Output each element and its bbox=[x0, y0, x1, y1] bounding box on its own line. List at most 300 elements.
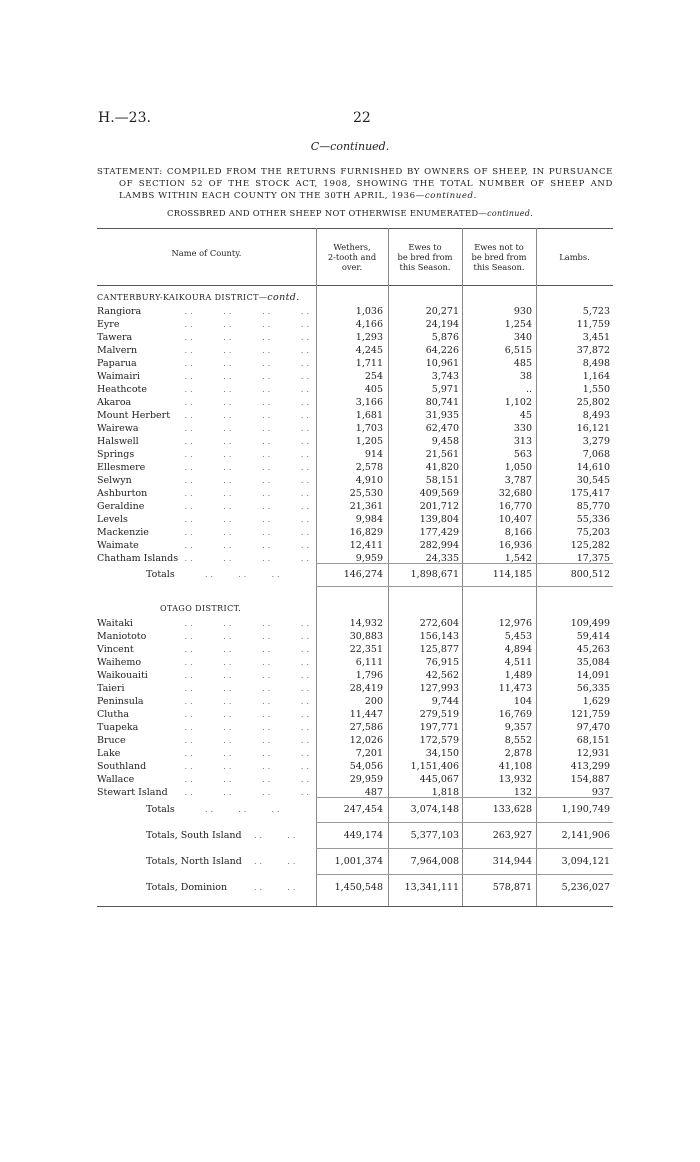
cell-ewes-not: 930 bbox=[513, 306, 532, 317]
cell-ewes: 24,194 bbox=[425, 319, 459, 330]
table-row bbox=[0, 513, 700, 526]
total-wethers: 1,001,374 bbox=[334, 856, 383, 867]
cell-lambs: 937 bbox=[591, 787, 610, 798]
leader-dots: .. .. .. .. bbox=[184, 489, 312, 498]
cell-ewes: 5,876 bbox=[431, 332, 459, 343]
leader-dots: .. .. .. .. bbox=[184, 463, 312, 472]
cell-ewes: 1,151,406 bbox=[410, 761, 459, 772]
cell-lambs: 11,759 bbox=[576, 319, 610, 330]
cell-lambs: 5,723 bbox=[582, 306, 610, 317]
leader-dots: .. .. .. .. bbox=[184, 788, 312, 797]
statement-continued: continued. bbox=[424, 191, 477, 201]
cell-lambs: 12,931 bbox=[576, 748, 610, 759]
cell-lambs: 7,068 bbox=[582, 449, 610, 460]
cell-wethers: 21,361 bbox=[349, 501, 383, 512]
cell-lambs: 3,279 bbox=[582, 436, 610, 447]
total-wethers: 146,274 bbox=[343, 569, 383, 580]
cell-lambs: 37,872 bbox=[576, 345, 610, 356]
cell-lambs: 1,550 bbox=[582, 384, 610, 395]
total-wethers: 449,174 bbox=[343, 830, 383, 841]
cell-wethers: 1,681 bbox=[355, 410, 383, 421]
table-row bbox=[0, 500, 700, 513]
county-name: Paparua bbox=[97, 358, 137, 369]
table-row bbox=[0, 474, 700, 487]
cell-lambs: 55,336 bbox=[576, 514, 610, 525]
cell-ewes: 31,935 bbox=[425, 410, 459, 421]
subtotal-rule bbox=[316, 797, 613, 798]
cell-wethers: 4,245 bbox=[355, 345, 383, 356]
table-row bbox=[0, 344, 700, 357]
cell-ewes-not: 41,108 bbox=[498, 761, 532, 772]
cell-wethers: 914 bbox=[364, 449, 383, 460]
county-name: Malvern bbox=[97, 345, 138, 356]
county-name: Stewart Island bbox=[97, 787, 168, 798]
cell-ewes-not: 13,932 bbox=[498, 774, 532, 785]
cell-wethers: 14,932 bbox=[349, 618, 383, 629]
leader-dots: .. .. .. .. bbox=[184, 372, 312, 381]
table-row bbox=[0, 487, 700, 500]
cell-wethers: 4,910 bbox=[355, 475, 383, 486]
cell-wethers: 405 bbox=[364, 384, 383, 395]
cell-ewes-not: 1,050 bbox=[504, 462, 532, 473]
total-lambs: 2,141,906 bbox=[561, 830, 610, 841]
cell-lambs: 1,164 bbox=[582, 371, 610, 382]
cell-ewes-not: 132 bbox=[513, 787, 532, 798]
county-name: Peninsula bbox=[97, 696, 144, 707]
cell-ewes: 139,804 bbox=[419, 514, 459, 525]
cell-ewes-not: 10,407 bbox=[498, 514, 532, 525]
cell-ewes: 9,744 bbox=[431, 696, 459, 707]
cell-ewes: 64,226 bbox=[425, 345, 459, 356]
cell-wethers: 200 bbox=[364, 696, 383, 707]
cell-wethers: 1,796 bbox=[355, 670, 383, 681]
table-row bbox=[0, 643, 700, 656]
cell-lambs: 175,417 bbox=[570, 488, 610, 499]
county-name: Mackenzie bbox=[97, 527, 149, 538]
cell-ewes-not: 104 bbox=[513, 696, 532, 707]
total-ewes: 3,074,148 bbox=[410, 804, 459, 815]
table-row bbox=[0, 773, 700, 786]
cell-ewes-not: 6,515 bbox=[504, 345, 532, 356]
leader-dots: .. .. .. .. bbox=[184, 359, 312, 368]
cell-lambs: 14,610 bbox=[576, 462, 610, 473]
cell-wethers: 254 bbox=[364, 371, 383, 382]
district-name: CANTERBURY-KAIKOURA DISTRICT— bbox=[97, 293, 268, 302]
cell-wethers: 9,984 bbox=[355, 514, 383, 525]
leader-dots: .. .. .. .. bbox=[184, 554, 312, 563]
leader-dots: .. .. .. .. bbox=[184, 775, 312, 784]
leader-dots: .. .. bbox=[254, 831, 299, 840]
county-name: Southland bbox=[97, 761, 147, 772]
total-ewes-not: 314,944 bbox=[492, 856, 532, 867]
cell-ewes: 3,743 bbox=[431, 371, 459, 382]
leader-dots: .. .. .. .. bbox=[184, 398, 312, 407]
header-ewes-line: Ewes to bbox=[408, 242, 442, 252]
cell-lambs: 413,299 bbox=[570, 761, 610, 772]
county-name: Geraldine bbox=[97, 501, 145, 512]
table-row bbox=[0, 708, 700, 721]
header-ewes-to-be-bred bbox=[388, 242, 462, 272]
county-name: Ellesmere bbox=[97, 462, 146, 473]
cell-wethers: 11,447 bbox=[349, 709, 383, 720]
page-number: 22 bbox=[353, 110, 371, 126]
cell-ewes: 409,569 bbox=[419, 488, 459, 499]
table-row bbox=[0, 370, 700, 383]
leader-dots: .. .. .. .. bbox=[184, 476, 312, 485]
leader-dots: .. .. .. .. bbox=[184, 736, 312, 745]
cell-ewes: 58,151 bbox=[425, 475, 459, 486]
leader-dots: .. .. .. bbox=[205, 570, 283, 579]
header-lambs: Lambs. bbox=[559, 252, 590, 262]
statement-heading bbox=[97, 166, 613, 202]
cell-lambs: 68,151 bbox=[576, 735, 610, 746]
total-ewes: 13,341,111 bbox=[404, 882, 459, 893]
table-row bbox=[0, 305, 700, 318]
county-name: Bruce bbox=[97, 735, 126, 746]
total-ewes: 7,964,008 bbox=[410, 856, 459, 867]
totals-label: Totals, North Island bbox=[146, 856, 242, 867]
header-ewes-line: be bred from bbox=[397, 252, 453, 262]
cell-wethers: 16,829 bbox=[349, 527, 383, 538]
cell-wethers: 487 bbox=[364, 787, 383, 798]
header-ewes-not-to-be-bred bbox=[462, 242, 536, 272]
cell-wethers: 1,205 bbox=[355, 436, 383, 447]
table-row bbox=[0, 331, 700, 344]
leader-dots: .. .. .. .. bbox=[184, 632, 312, 641]
cell-lambs: 75,203 bbox=[576, 527, 610, 538]
header-wethers-line: Wethers, bbox=[333, 242, 371, 252]
cell-wethers: 1,036 bbox=[355, 306, 383, 317]
table-row bbox=[0, 383, 700, 396]
header-ewesnot-line: Ewes not to bbox=[474, 242, 524, 252]
subtotal-rule bbox=[316, 848, 613, 849]
header-wethers bbox=[316, 242, 388, 272]
leader-dots: .. .. .. .. bbox=[184, 710, 312, 719]
header-name-of-county: Name of County. bbox=[171, 248, 242, 258]
county-name: Chatham Islands bbox=[97, 553, 179, 564]
total-lambs: 5,236,027 bbox=[561, 882, 610, 893]
county-name: Vincent bbox=[97, 644, 134, 655]
totals-label: Totals, Dominion bbox=[146, 882, 228, 893]
county-name: Wairewa bbox=[97, 423, 139, 434]
statement-line-2: SECTION 52 OF THE STOCK ACT, 1908, SHOWING THE TOTAL NUMBER OF SHEEP AND LAMBS bbox=[119, 179, 613, 201]
table-row bbox=[0, 539, 700, 552]
header-wethers-line: over. bbox=[341, 262, 363, 272]
cell-ewes: 10,961 bbox=[425, 358, 459, 369]
header-ewes-line: this Season. bbox=[399, 262, 451, 272]
table-row bbox=[0, 656, 700, 669]
leader-dots: .. .. .. .. bbox=[184, 385, 312, 394]
leader-dots: .. .. bbox=[254, 883, 299, 892]
county-name: Mount Herbert bbox=[97, 410, 171, 421]
leader-dots: .. .. .. .. bbox=[184, 424, 312, 433]
cell-wethers: 22,351 bbox=[349, 644, 383, 655]
totals-row-canterbury bbox=[0, 568, 700, 581]
cell-ewes: 41,820 bbox=[425, 462, 459, 473]
total-ewes-not: 114,185 bbox=[492, 569, 532, 580]
cell-lambs: 125,282 bbox=[570, 540, 610, 551]
cell-lambs: 121,759 bbox=[570, 709, 610, 720]
county-name: Waimate bbox=[97, 540, 139, 551]
cell-wethers: 4,166 bbox=[355, 319, 383, 330]
cell-wethers: 54,056 bbox=[349, 761, 383, 772]
leader-dots: .. .. .. .. bbox=[184, 450, 312, 459]
cell-lambs: 3,451 bbox=[582, 332, 610, 343]
cell-ewes-not: 16,769 bbox=[498, 709, 532, 720]
table-row bbox=[0, 734, 700, 747]
county-name: Tawera bbox=[97, 332, 133, 343]
cell-ewes: 177,429 bbox=[419, 527, 459, 538]
cell-wethers: 2,578 bbox=[355, 462, 383, 473]
cell-wethers: 9,959 bbox=[355, 553, 383, 564]
leader-dots: .. .. .. .. bbox=[184, 307, 312, 316]
table-row bbox=[0, 747, 700, 760]
cell-ewes-not: 1,542 bbox=[504, 553, 532, 564]
cell-ewes: 20,271 bbox=[425, 306, 459, 317]
cell-ewes-not: 330 bbox=[513, 423, 532, 434]
county-name: Taieri bbox=[97, 683, 125, 694]
cell-wethers: 30,883 bbox=[349, 631, 383, 642]
subtotal-rule bbox=[316, 874, 613, 875]
cell-ewes: 62,470 bbox=[425, 423, 459, 434]
county-name: Waihemo bbox=[97, 657, 142, 668]
county-name: Tuapeka bbox=[97, 722, 139, 733]
cell-ewes-not: 1,102 bbox=[504, 397, 532, 408]
table-subtitle bbox=[0, 208, 700, 218]
subtotal-rule bbox=[316, 822, 613, 823]
cell-wethers: 29,959 bbox=[349, 774, 383, 785]
cell-ewes: 24,335 bbox=[425, 553, 459, 564]
table-row bbox=[0, 422, 700, 435]
cell-lambs: 85,770 bbox=[576, 501, 610, 512]
leader-dots: .. .. bbox=[254, 857, 299, 866]
totals-label: Totals bbox=[146, 804, 175, 815]
cell-lambs: 59,414 bbox=[576, 631, 610, 642]
county-name: Levels bbox=[97, 514, 128, 525]
cell-ewes-not: 2,878 bbox=[504, 748, 532, 759]
cell-ewes-not: 45 bbox=[519, 410, 532, 421]
cell-lambs: 17,375 bbox=[576, 553, 610, 564]
district-name: OTAGO DISTRICT. bbox=[160, 604, 242, 613]
cell-lambs: 14,091 bbox=[576, 670, 610, 681]
header-wethers-line: 2-tooth and bbox=[327, 252, 377, 262]
cell-ewes: 42,562 bbox=[425, 670, 459, 681]
table-row bbox=[0, 721, 700, 734]
cell-ewes-not: .. bbox=[525, 384, 532, 395]
table-row bbox=[0, 669, 700, 682]
cell-wethers: 1,703 bbox=[355, 423, 383, 434]
total-lambs: 800,512 bbox=[570, 569, 610, 580]
county-name: Waitaki bbox=[97, 618, 133, 629]
cell-wethers: 12,411 bbox=[349, 540, 383, 551]
leader-dots: .. .. .. .. bbox=[184, 541, 312, 550]
table-row bbox=[0, 682, 700, 695]
cell-ewes-not: 313 bbox=[513, 436, 532, 447]
county-name: Selwyn bbox=[97, 475, 132, 486]
header-ewesnot-line: this Season. bbox=[473, 262, 525, 272]
leader-dots: .. .. .. .. bbox=[184, 658, 312, 667]
totals-row-south-island bbox=[0, 829, 700, 842]
statement-line-1: STATEMENT: COMPILED FROM THE RETURNS FURNISHED BY OWNERS OF SHEEP, IN PURSUANCE OF bbox=[97, 167, 613, 189]
cell-ewes: 21,561 bbox=[425, 449, 459, 460]
leader-dots: .. .. .. .. bbox=[184, 619, 312, 628]
total-ewes-not: 578,871 bbox=[492, 882, 532, 893]
cell-lambs: 97,470 bbox=[576, 722, 610, 733]
county-name: Eyre bbox=[97, 319, 120, 330]
table-row bbox=[0, 396, 700, 409]
county-name: Halswell bbox=[97, 436, 139, 447]
subtotal-rule bbox=[316, 563, 613, 564]
totals-row-north-island bbox=[0, 855, 700, 868]
table-subtitle-main: CROSSBRED AND OTHER SHEEP NOT OTHERWISE ENUMERATED— bbox=[167, 208, 488, 218]
county-name: Wallace bbox=[97, 774, 135, 785]
cell-lambs: 25,802 bbox=[576, 397, 610, 408]
table-row bbox=[0, 448, 700, 461]
cell-ewes-not: 1,489 bbox=[504, 670, 532, 681]
cell-lambs: 154,887 bbox=[570, 774, 610, 785]
county-name: Ashburton bbox=[97, 488, 148, 499]
cell-ewes-not: 12,976 bbox=[498, 618, 532, 629]
cell-ewes-not: 16,770 bbox=[498, 501, 532, 512]
totals-label: Totals bbox=[146, 569, 175, 580]
totals-label: Totals, South Island bbox=[146, 830, 242, 841]
leader-dots: .. .. .. .. bbox=[184, 528, 312, 537]
county-name: Lake bbox=[97, 748, 121, 759]
cell-ewes-not: 11,473 bbox=[498, 683, 532, 694]
county-name: Waikouaiti bbox=[97, 670, 148, 681]
leader-dots: .. .. .. .. bbox=[184, 671, 312, 680]
cell-lambs: 109,499 bbox=[570, 618, 610, 629]
cell-ewes: 156,143 bbox=[419, 631, 459, 642]
table-row bbox=[0, 461, 700, 474]
total-ewes-not: 133,628 bbox=[492, 804, 532, 815]
leader-dots: .. .. .. .. bbox=[184, 723, 312, 732]
cell-ewes: 172,579 bbox=[419, 735, 459, 746]
cell-wethers: 12,026 bbox=[349, 735, 383, 746]
cell-wethers: 3,166 bbox=[355, 397, 383, 408]
county-name: Waimairi bbox=[97, 371, 140, 382]
total-ewes: 1,898,671 bbox=[410, 569, 459, 580]
cell-ewes: 127,993 bbox=[419, 683, 459, 694]
county-name: Akaroa bbox=[97, 397, 132, 408]
cell-ewes-not: 38 bbox=[519, 371, 532, 382]
cell-ewes-not: 8,552 bbox=[504, 735, 532, 746]
cell-ewes-not: 4,894 bbox=[504, 644, 532, 655]
cell-ewes: 279,519 bbox=[419, 709, 459, 720]
cell-ewes-not: 485 bbox=[513, 358, 532, 369]
leader-dots: .. .. .. .. bbox=[184, 346, 312, 355]
cell-lambs: 30,545 bbox=[576, 475, 610, 486]
cell-ewes-not: 8,166 bbox=[504, 527, 532, 538]
cell-wethers: 25,530 bbox=[349, 488, 383, 499]
leader-dots: .. .. .. .. bbox=[184, 437, 312, 446]
cell-ewes: 5,971 bbox=[431, 384, 459, 395]
county-name: Rangiora bbox=[97, 306, 142, 317]
section-continued-label: C—continued. bbox=[310, 140, 390, 153]
table-row bbox=[0, 760, 700, 773]
table-bottom-rule bbox=[97, 906, 613, 907]
statement-line-3: WITHIN EACH COUNTY ON THE 30TH APRIL, 1936— bbox=[158, 191, 425, 201]
cell-wethers: 7,201 bbox=[355, 748, 383, 759]
table-subtitle-continued: continued. bbox=[487, 209, 533, 218]
county-name: Springs bbox=[97, 449, 135, 460]
leader-dots: .. .. .. .. bbox=[184, 515, 312, 524]
cell-ewes: 201,712 bbox=[419, 501, 459, 512]
leader-dots: .. .. .. .. bbox=[184, 333, 312, 342]
cell-ewes: 445,067 bbox=[419, 774, 459, 785]
cell-ewes-not: 340 bbox=[513, 332, 532, 343]
table-row bbox=[0, 617, 700, 630]
cell-ewes-not: 5,453 bbox=[504, 631, 532, 642]
cell-wethers: 6,111 bbox=[355, 657, 383, 668]
cell-wethers: 28,419 bbox=[349, 683, 383, 694]
cell-ewes: 272,604 bbox=[419, 618, 459, 629]
cell-ewes-not: 32,680 bbox=[498, 488, 532, 499]
table-row bbox=[0, 526, 700, 539]
cell-ewes: 80,741 bbox=[425, 397, 459, 408]
cell-ewes-not: 16,936 bbox=[498, 540, 532, 551]
district-heading-canterbury bbox=[97, 292, 300, 303]
table-row bbox=[0, 409, 700, 422]
total-wethers: 1,450,548 bbox=[334, 882, 383, 893]
cell-ewes-not: 4,511 bbox=[504, 657, 532, 668]
table-row bbox=[0, 630, 700, 643]
county-name: Heathcote bbox=[97, 384, 147, 395]
county-name: Clutha bbox=[97, 709, 130, 720]
leader-dots: .. .. .. .. bbox=[184, 684, 312, 693]
cell-ewes: 76,915 bbox=[425, 657, 459, 668]
cell-ewes: 9,458 bbox=[431, 436, 459, 447]
county-name: Maniototo bbox=[97, 631, 147, 642]
cell-ewes: 1,818 bbox=[431, 787, 459, 798]
leader-dots: .. .. .. .. bbox=[184, 320, 312, 329]
cell-lambs: 56,335 bbox=[576, 683, 610, 694]
cell-ewes: 125,877 bbox=[419, 644, 459, 655]
table-row bbox=[0, 357, 700, 370]
cell-ewes: 282,994 bbox=[419, 540, 459, 551]
total-ewes-not: 263,927 bbox=[492, 830, 532, 841]
table-row bbox=[0, 695, 700, 708]
cell-ewes: 197,771 bbox=[419, 722, 459, 733]
total-lambs: 3,094,121 bbox=[561, 856, 610, 867]
leader-dots: .. .. .. .. bbox=[184, 697, 312, 706]
district-contd: contd. bbox=[267, 292, 300, 303]
cell-lambs: 16,121 bbox=[576, 423, 610, 434]
cell-ewes-not: 9,357 bbox=[504, 722, 532, 733]
total-wethers: 247,454 bbox=[343, 804, 383, 815]
cell-lambs: 8,498 bbox=[582, 358, 610, 369]
cell-lambs: 1,629 bbox=[582, 696, 610, 707]
leader-dots: .. .. .. bbox=[205, 805, 283, 814]
totals-row-dominion bbox=[0, 881, 700, 894]
cell-lambs: 35,084 bbox=[576, 657, 610, 668]
header-ewesnot-line: be bred from bbox=[471, 252, 527, 262]
cell-ewes-not: 563 bbox=[513, 449, 532, 460]
leader-dots: .. .. .. .. bbox=[184, 749, 312, 758]
cell-wethers: 1,711 bbox=[355, 358, 383, 369]
cell-ewes-not: 3,787 bbox=[504, 475, 532, 486]
district-heading-otago bbox=[160, 603, 241, 614]
leader-dots: .. .. .. .. bbox=[184, 645, 312, 654]
cell-lambs: 8,493 bbox=[582, 410, 610, 421]
cell-wethers: 1,293 bbox=[355, 332, 383, 343]
subtotal-rule bbox=[316, 586, 613, 587]
cell-lambs: 45,263 bbox=[576, 644, 610, 655]
table-row bbox=[0, 435, 700, 448]
leader-dots: .. .. .. .. bbox=[184, 762, 312, 771]
cell-ewes: 34,150 bbox=[425, 748, 459, 759]
total-ewes: 5,377,103 bbox=[410, 830, 459, 841]
